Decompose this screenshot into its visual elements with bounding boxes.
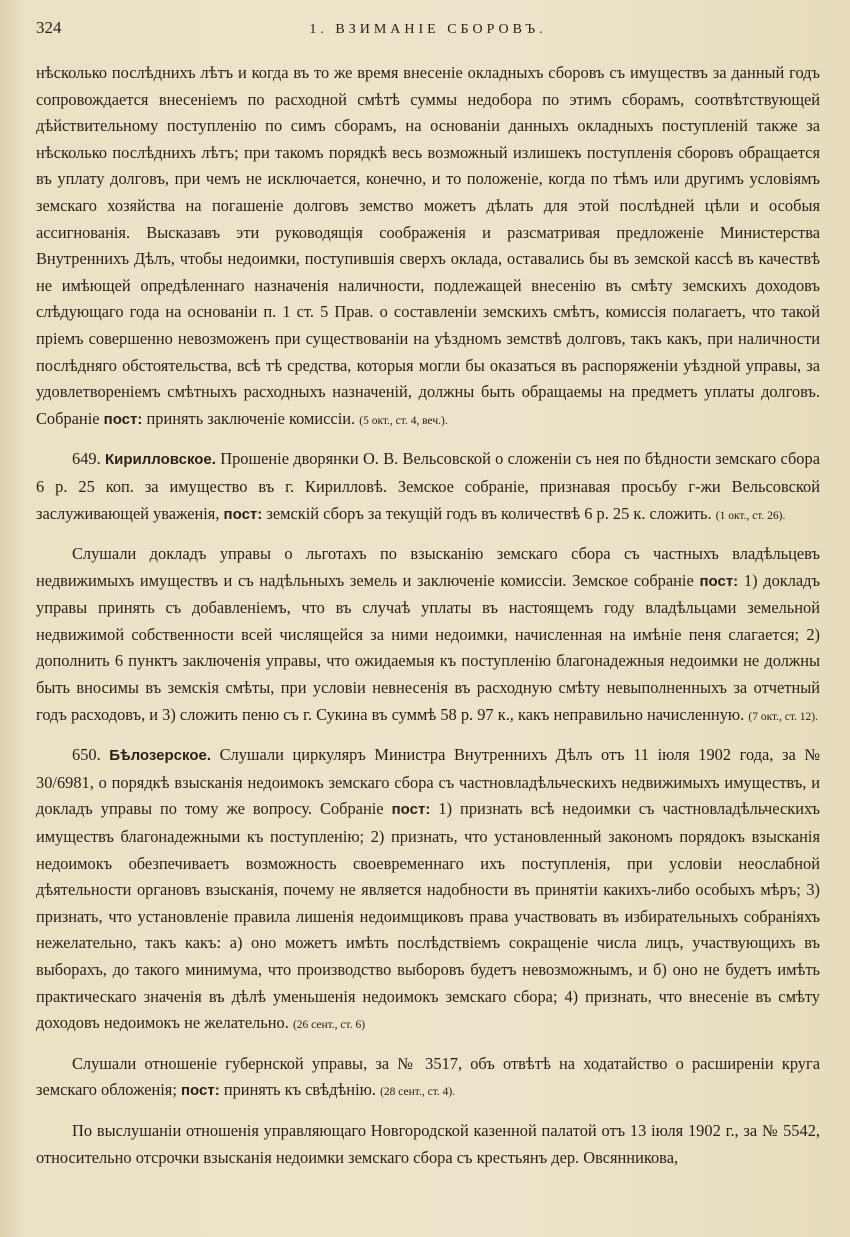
- resolution-label: пост:: [391, 801, 431, 819]
- body-text: [36, 60, 820, 1171]
- paragraph-text: Слушали отношеніе губернской управы, за № 3517, объ отвѣтѣ на ходатайство о расширеніи круга земскаго обложенія;: [36, 1053, 820, 1100]
- paragraph-text: Слушали докладъ управы о льготахъ по взысканію земскаго сбора съ частныхъ владѣльцевъ недвижимыхъ имуществъ и съ надѣльныхъ земель и заключеніе комиссіи. Земское собраніе: [36, 544, 820, 590]
- resolution-text: принять къ свѣдѣнію.: [223, 1080, 376, 1100]
- entry-number: 649.: [72, 449, 101, 469]
- resolution-label: пост:: [103, 410, 143, 428]
- paragraph-text: По выслушаніи отношенія управляющаго Новгородской казенной палатой отъ 13 іюля 1902 г., за № 5542, относительно отсрочки взысканія недоимки земскаго сбора съ крестьянъ дер. Овсянникова,: [36, 1120, 820, 1167]
- resolution-text: земскій сборъ за текущій годъ въ количествѣ 6 р. 25 к. сложить.: [266, 503, 712, 523]
- minutes-reference: (26 сент., ст. 6): [292, 1019, 366, 1032]
- page-header: [36, 18, 820, 44]
- entry-649: [36, 446, 820, 529]
- minutes-reference: (7 окт., ст. 12).: [748, 710, 819, 723]
- paragraph-treasury: [36, 1118, 820, 1171]
- district-name: Бѣлозерское.: [109, 747, 211, 765]
- paragraph-privileges: [36, 541, 820, 730]
- paragraph-text: Слушали циркуляръ Министра Внутреннихъ Дѣлъ отъ 11 іюля 1902 года, за № 30/6981, о порядкѣ взысканія недоимокъ земскаго сбора съ частновладѣльческихъ недвижимыхъ имуществъ, и докладъ управы по тому же вопросу. Собраніе: [36, 745, 820, 819]
- resolution-text: 1) докладъ управы принять съ добавленіемъ, что въ случаѣ уплаты въ настоящемъ году владѣльцами земельной недвижимой собственности всей числящейся за ними недоимки, начисленная на имѣніе пеня слагается; 2) дополнить 6 пунктъ заключенія управы, что ожидаемыя къ поступленію благонадежныя недоимки не должны быть вносимы въ земскія смѣты, при условіи невнесенія въ расходную смѣту невыполненныхъ за отчетный годъ расходовъ, и 3) сложить пеню съ г. Сукина въ суммѣ 58 р. 97 к., какъ неправильно начисленную.: [36, 570, 820, 724]
- paragraph-provincial-board: [36, 1051, 820, 1106]
- resolution-label: пост:: [699, 572, 739, 590]
- resolution-label: пост:: [223, 505, 263, 523]
- running-title: 1. ВЗИМАНІЕ СБОРОВЪ.: [309, 22, 547, 37]
- page-number: 324: [36, 18, 62, 37]
- entry-650: [36, 742, 820, 1039]
- paragraph-text: нѣсколько послѣднихъ лѣтъ и когда въ то же время внесеніе окладныхъ сборовъ съ имуществъ за данный годъ сопровождается внесеніемъ по расходной смѣтѣ суммы недобора по этимъ сборамъ, соотвѣтствующей дѣйствительному поступленію по симъ сборамъ, на основаніи данныхъ окладныхъ поступленій также за нѣсколько послѣднихъ лѣтъ; при такомъ порядкѣ весь возможный излишекъ поступленія сборовъ обращается въ уплату долговъ, при чемъ не исключается, конечно, и то положеніе, когда по тѣмъ или другимъ условіямъ земскаго хозяйства на погашеніе долговъ земство можетъ дѣлать для этой послѣдней цѣли и особыя ассигнованія. Высказавъ эти руководящія соображенія и разсматривая предложеніе Министерства Внутреннихъ Дѣлъ, чтобы недоимки, поступившія сверхъ оклада, оставались бы въ земской кассѣ въ качествѣ не имѣющей опредѣленнаго назначенія наличности, подлежащей внесенію въ смѣту земскихъ доходовъ слѣдующаго года на основаніи п. 1 ст. 5 Прав. о составленіи земскихъ смѣтъ, комиссія полагаетъ, что такой пріемъ совершенно невозможенъ при существованіи на уѣздномъ земствѣ долговъ, такъ какъ, при наличности послѣдняго обстоятельства, всѣ тѣ средства, которыя могли бы оказаться въ распоряженіи уѣздной управы, за удовлетвореніемъ смѣтныхъ расходныхъ назначеній, должны быть обращаемы на предметъ уплаты долговъ. Собраніе: [36, 63, 820, 428]
- minutes-reference: (5 окт., ст. 4, веч.).: [359, 414, 448, 427]
- resolution-text: принять заключеніе комиссіи.: [146, 408, 356, 428]
- paragraph-text: Прошеніе дворянки О. В. Вельсовской о сложеніи съ нея по бѣдности земскаго сбора 6 р. 25 коп. за имущество въ г. Кирилловѣ. Земское собраніе, признавая просьбу г-жи Вельсовской заслуживающей уваженія,: [36, 449, 820, 523]
- district-name: Кирилловское.: [104, 451, 216, 469]
- resolution-text: 1) признать всѣ недоимки съ частновладѣльческихъ имуществъ благонадежными къ поступленію; 2) признать, что установленный закономъ порядокъ взысканія недоимокъ обезпечиваетъ возможность своевременнаго ихъ поступленія, при условіи неослабной дѣятельности органовъ взысканія, почему не является надобности въ принятіи какихъ-либо особыхъ мѣръ; 3) признать, что установленіе правила лишенія недоимщиковъ права участвовать въ избирательныхъ собраніяхъ нежелательно, такъ какъ: а) оно можетъ имѣть послѣдствіемъ сокращеніе числа лицъ, участвующихъ въ выборахъ, до такого минимума, что производство выборовъ будетъ невозможнымъ, и б) оно не будетъ имѣть практическаго значенія въ дѣлѣ уменьшенія недоимокъ земскаго сбора; 4) признать, что внесеніе въ смѣту доходовъ недоимокъ не желательно.: [36, 799, 821, 1033]
- minutes-reference: (28 сент., ст. 4).: [380, 1086, 456, 1099]
- paragraph-continuation: [36, 60, 820, 434]
- minutes-reference: (1 окт., ст. 26).: [715, 509, 786, 522]
- entry-number: 650.: [72, 745, 101, 765]
- resolution-label: пост:: [181, 1082, 220, 1100]
